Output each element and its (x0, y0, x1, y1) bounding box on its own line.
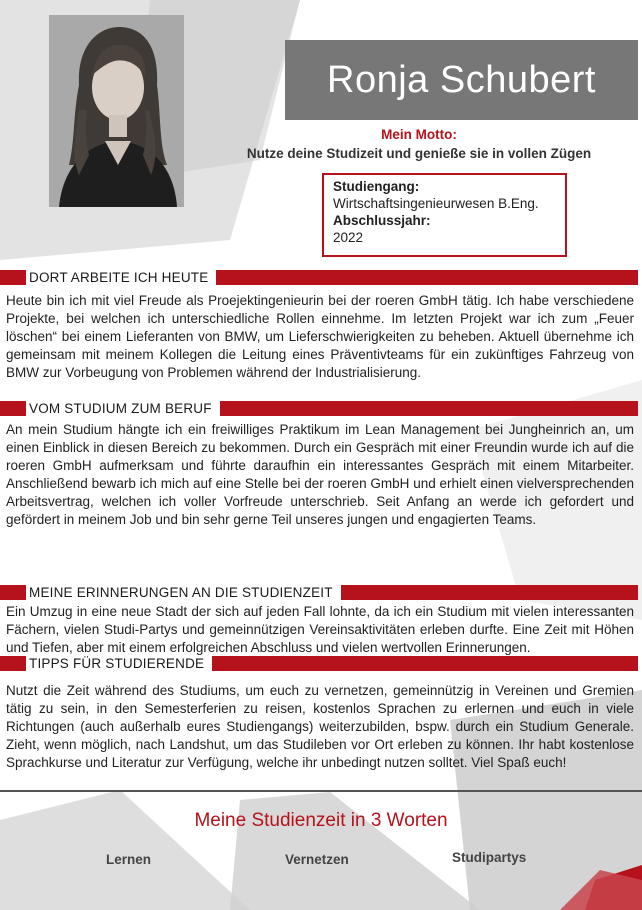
graduation-year-value: 2022 (333, 230, 364, 245)
section-bar-right (341, 585, 638, 600)
section-text-tips: Nutzt die Zeit während des Studiums, um euch zu vernetzen, gemeinnützig in Vereinen und Gremien tätig zu sein, in den Semesterferien zu reisen, kostenlos Sprachen zu erlernen und euch in viele Richtungen (auch außerhalb eures Studiengangs) weiterzubilden, bspw. durch ein Studium Generale. Zieht, wenn möglich, nach Landshut, um das Studileben vor Ort erleben zu können. Ihr habt kostenlose Sprachkurse und Literatur zur Verfügung, welche ihr unbedingt nutzen solltet. Viel Spaß euch! (6, 683, 634, 770)
section-bar-left (0, 656, 26, 671)
motto-text: Nutze deine Studizeit und genieße sie in vollen Zügen (246, 146, 592, 161)
section-title: DORT ARBEITE ICH HEUTE (26, 270, 216, 285)
graduation-year-label: Abschlussjahr: (333, 213, 431, 228)
section-bar-right (216, 270, 638, 285)
section-bar-left (0, 585, 26, 600)
footer-word-2: Vernetzen (285, 852, 349, 867)
section-text-work: Heute bin ich mit viel Freude als Proejektingenieurin bei der roeren GmbH tätig. Ich habe verschiedene Projekte, bei welchen ich unterschiedliche Rollen einnehme. Im letzten Projekt war ich zum „Feuer löschen“ bei einem Lieferanten von BMW, um Lieferschwierigkeiten zu beheben. Aktuell übernehme ich gemeinsam mit meinem Kollegen die Leitung eines Präventivteams für ein zukünftiges Fahrzeug von BMW zur Vorbeugung von Problemen während der Industrialisierung. (6, 293, 634, 380)
section-bar-right (220, 401, 638, 416)
section-title: TIPPS FÜR STUDIERENDE (26, 656, 212, 671)
study-program-label: Studiengang: (333, 179, 420, 194)
bg-shape-bottom-left (0, 790, 250, 910)
study-program-value: Wirtschaftsingenieurwesen B.Eng. (333, 196, 539, 211)
footer-title: Meine Studienzeit in 3 Worten (194, 810, 448, 831)
section-text-memories: Ein Umzug in eine neue Stadt der sich auf jeden Fall lohnte, da ich ein Studium mit vielen interessanten Fächern, vielen Studi-Partys und gemeinnützigen Vereinsaktivitäten erleben durfte. Eine Zeit mit Höhen und Tiefen, aber mit einem erfolgreichen Abschluss und vielen wertvollen Erinnerungen. (6, 604, 634, 655)
section-bar-left (0, 401, 26, 416)
footer-word-1: Lernen (106, 852, 152, 867)
section-header-work (0, 268, 642, 287)
footer-divider (0, 790, 642, 792)
profile-photo (49, 15, 184, 207)
portrait-image (49, 15, 184, 207)
person-name: Ronja Schubert (327, 58, 596, 101)
motto-label: Mein Motto: (381, 127, 457, 142)
section-bar-right (212, 656, 638, 671)
section-header-memories (0, 583, 642, 602)
section-header-tips (0, 654, 642, 673)
section-title: VOM STUDIUM ZUM BERUF (26, 401, 220, 416)
study-info-box (322, 173, 567, 257)
section-title: MEINE ERINNERUNGEN AN DIE STUDIENZEIT (26, 585, 341, 600)
section-header-career (0, 399, 642, 418)
name-banner (285, 40, 638, 120)
section-bar-left (0, 270, 26, 285)
section-text-career: An mein Studium hängte ich ein freiwilliges Praktikum im Lean Management bei Jungheinrich an, um einen Einblick in diesen Bereich zu bekommen. Durch ein Gespräch mit einer Freundin wurde ich auf die roeren GmbH aufmerksam und führte daraufhin ein interessantes Gespräch mit einem Mitarbeiter. Anschließend bewarb ich mich auf eine Stelle bei der roeren GmbH und erhielt einen vielversprechenden Arbeitsvertrag, welchen ich voller Vorfreude unterschrieb. Seit Anfang an werde ich gefordert und gefördert in meinem Job und bin sehr gerne Teil unseres jungen und engagierten Teams. (6, 422, 634, 527)
footer-word-3: Studipartys (452, 850, 527, 865)
